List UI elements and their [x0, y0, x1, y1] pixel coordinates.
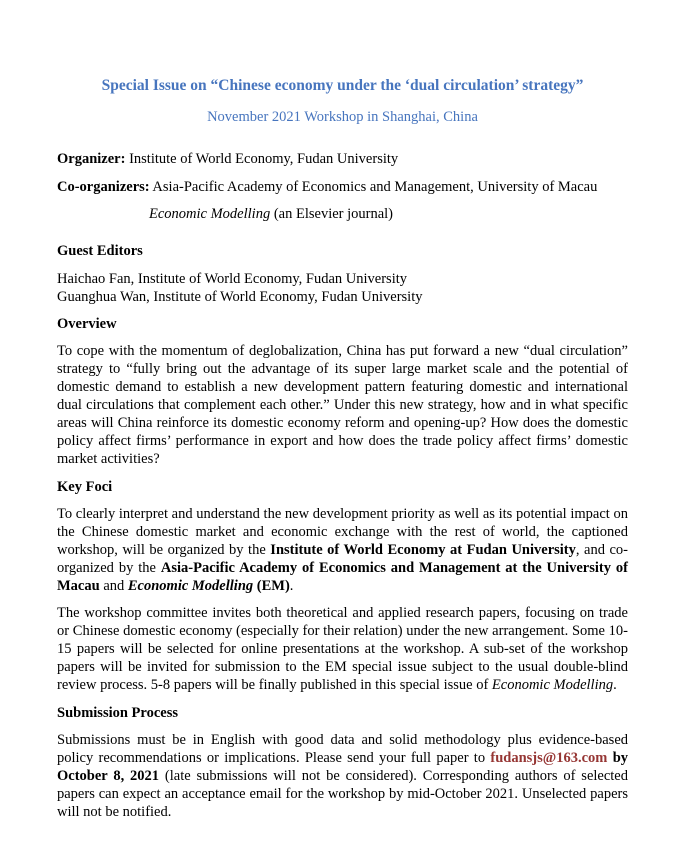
text-run: (late submissions will not be considered). Corresponding authors of selected papers can expect an acceptance email for the workshop by mid-October 2021. Unselected papers will not be notified.: [57, 768, 628, 820]
email-link[interactable]: fudansjs@163.com: [490, 750, 608, 766]
overview-paragraph: To cope with the momentum of deglobalization, China has put forward a new “dual circulation” strategy to “fully bring out the advantage of its super large market scale and the potential of domestic demand to establish a new development pattern featuring domestic and international dual circulations that complement each other.” Under this new strategy, how and in what specific areas will China reinforce its domestic economy reform and opening-up? How does the domestic policy affect firms’ performance in export and how does the trade policy affect firms’ domestic market activities?: [57, 343, 628, 467]
text-run: .: [289, 578, 294, 594]
text-run: (an Elsevier journal): [270, 206, 394, 222]
text-run: The workshop committee invites both theoretical and applied research papers, focusing on trade or Chinese domestic economy (especially for their relation) under the new arrangement. Some 10-15 papers will be selected for online presentations at the workshop. A sub-set of the workshop papers will be invited for submission to the EM special issue subject to the usual double-blind review process. 5-8 papers will be finally published in this special issue of: [57, 605, 628, 693]
journal-line: [57, 205, 628, 223]
submission-process-heading: Submission Process: [57, 705, 178, 721]
guest-editor: Haichao Fan, Institute of World Economy, Fudan University: [57, 271, 407, 287]
page-subtitle: November 2021 Workshop in Shanghai, China: [207, 109, 478, 125]
text-run: Asia-Pacific Academy of Economics and Management, University of Macau: [149, 179, 598, 195]
guest-editor: Guanghua Wan, Institute of World Economy, Fudan University: [57, 289, 423, 305]
text-run: and: [99, 578, 128, 594]
key-foci-paragraph-1: [57, 505, 628, 595]
organizer-line: [57, 150, 628, 168]
text-run: Co-organizers:: [57, 179, 150, 195]
key-foci-paragraph-2: [57, 604, 628, 694]
guest-editors-heading: Guest Editors: [57, 243, 143, 259]
text-run: Institute of World Economy, Fudan University: [125, 151, 399, 167]
text-run: Economic Modelling: [491, 677, 614, 693]
page-title: Special Issue on “Chinese economy under the ‘dual circulation’ strategy”: [101, 77, 584, 94]
text-run: Submissions must be in English with good data and solid methodology plus evidence-based policy recommendations or implications. Please send your full paper to: [57, 732, 628, 766]
text-run: Organizer:: [57, 151, 126, 167]
text-run: Asia-Pacific Academy of Economics and Management at the University of Macau: [57, 560, 628, 594]
key-foci-heading: Key Foci: [57, 479, 113, 495]
text-run: To clearly interpret and understand the new development priority as well as its potential impact on the Chinese domestic market and economic exchange with the rest of world, the captioned workshop, will be organized by the: [57, 506, 628, 558]
text-run: .: [613, 677, 617, 693]
text-run: Economic Modelling: [149, 206, 271, 222]
text-run: Institute of World Economy at Fudan University: [270, 542, 576, 558]
coorganizers-line: [57, 178, 628, 196]
text-run: by October 8, 2021: [57, 750, 629, 784]
guest-editors-list: [57, 270, 628, 306]
overview-heading: Overview: [57, 316, 117, 332]
text-run: (EM): [256, 578, 290, 594]
submission-paragraph: [57, 731, 628, 821]
text-run: , and co-organized by the: [57, 542, 629, 576]
text-run: Economic Modelling: [127, 578, 254, 594]
